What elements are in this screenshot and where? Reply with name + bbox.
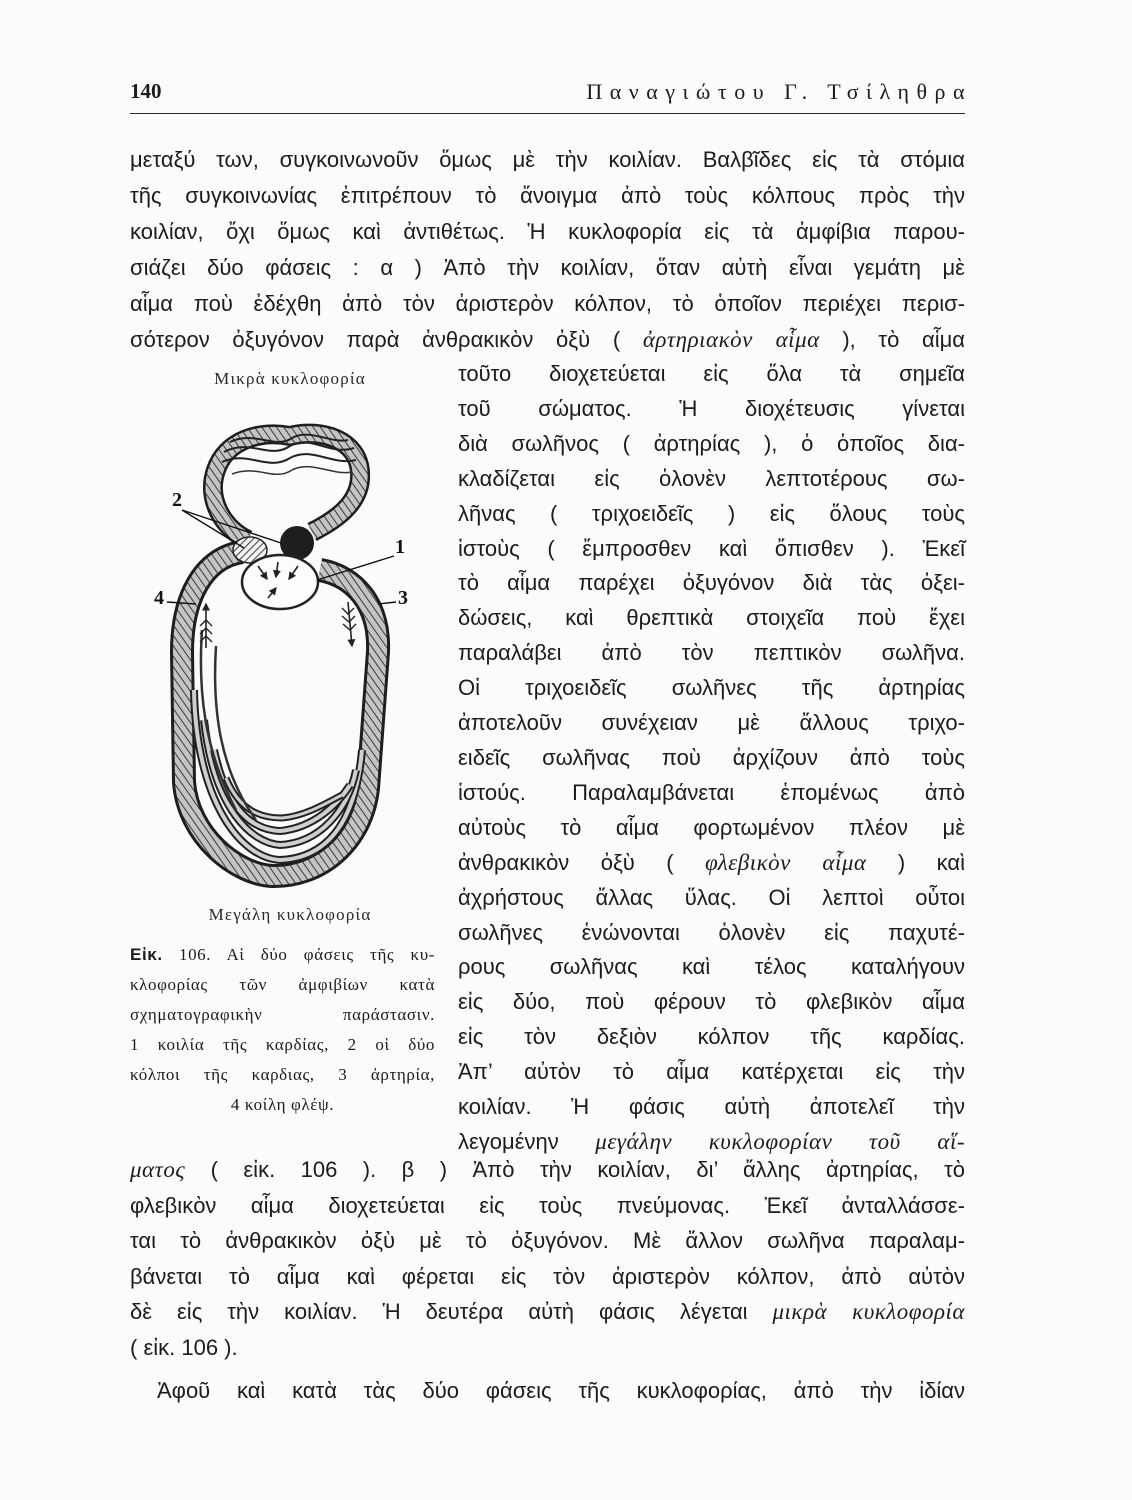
right-column-text	[458, 357, 965, 1160]
text-line: λῆνας ( τριχοειδεῖς ) εἰς ὅλους τοὺς	[458, 500, 965, 526]
caption-line: 4 κοίλη φλέψ.	[230, 1095, 335, 1114]
label-ventricle: 1	[395, 536, 405, 558]
text-line: τὸ αἷμα παρέχει ὀξυγόνον διὰ τὰς ὀξει-	[458, 570, 965, 596]
text-line: μεταξύ των, συγκοινωνοῦν ὅμως μὲ τὴν κοιλίαν. Βαλβῖδες εἰς τὰ στόμια	[130, 147, 965, 172]
caption-line: σχηματογραφικὴν παράστασιν.	[130, 1005, 435, 1024]
text-line: φλεβικὸν αἷμα διοχετεύεται εἰς τοὺς πνεύμονας. Ἐκεῖ ἀνταλλάσσε-	[130, 1192, 965, 1218]
body-capillaries	[194, 630, 362, 860]
text-line: τῆς συγκοινωνίας ἐπιτρέπουν τὸ ἄνοιγμα ἀπὸ τοὺς κόλπους πρὸς τὴν	[130, 183, 965, 208]
text-line	[130, 1294, 965, 1330]
label-vein: 4	[154, 587, 164, 609]
text-line: ἀχρήστους ἄλλας ὕλας. Οἱ λεπτοὶ οὗτοι	[458, 884, 965, 910]
italic-term: φλεβικὸν αἷμα	[705, 849, 867, 875]
text-line: τοῦτο διοχετεύεται εἰς ὅλα τὰ σημεῖα	[458, 361, 965, 386]
text-line: ειδεῖς σωλῆνας ποὺ ἀρχίζουν ἀπὸ τοὺς	[458, 744, 965, 770]
label-artery: 3	[398, 587, 408, 609]
caption-line: 1 κοιλία τῆς καρδίας, 2 οἱ δύο	[130, 1035, 435, 1054]
text-line: αἷμα ποὺ ἐδέχθη ἀπὸ τὸν ἀριστερὸν κόλπον, τὸ ὁποῖον περιέχει περισ-	[130, 291, 965, 316]
running-title: Παναγιώτου Γ. Τσίληθρα	[586, 79, 972, 104]
text-line: εἰς τὸν δεξιὸν κόλπον τῆς καρδίας.	[458, 1024, 965, 1050]
text-line: κοιλίαν. Ἡ φάσις αὐτὴ ἀποτελεῖ τὴν	[458, 1094, 965, 1120]
page-number: 140	[130, 79, 162, 103]
text-line: ρους σωλῆνας καὶ τέλος καταλήγουν	[458, 954, 965, 980]
text-line: σιάζει δύο φάσεις : α ) Ἀπὸ τὴν κοιλίαν, ὅταν αὐτὴ εἶναι γεμάτη μὲ	[130, 255, 965, 280]
text-segment: δὲ εἰς τὴν κοιλίαν. Ἡ δευτέρα αὐτὴ φάσις λέγεται	[130, 1299, 773, 1324]
text-line: κοιλίαν, ὄχι ὅμως καὶ ἀντιθέτως. Ἡ κυκλοφορία εἰς τὰ ἀμφίβια παρου-	[130, 219, 965, 244]
italic-term: ματος	[130, 1157, 186, 1182]
italic-term: μικρὰ κυκλοφορία	[772, 1299, 965, 1324]
text-line: ( εἰκ. 106 ).	[130, 1334, 238, 1360]
circulation-diagram	[140, 390, 440, 890]
text-line: κλαδίζεται εἰς ὁλονὲν λεπτοτέρους σω-	[458, 465, 965, 491]
header-rule	[130, 113, 965, 114]
text-segment: ), τὸ αἷμα	[819, 327, 965, 352]
italic-term: ἀρτηριακὸν αἷμα	[642, 327, 820, 352]
text-line	[458, 846, 965, 881]
text-segment: σότερον ὀξυγόνον παρὰ ἀνθρακικὸν ὀξὺ (	[130, 327, 643, 352]
text-segment: ) καὶ	[866, 849, 965, 875]
text-line	[130, 1152, 965, 1188]
text-line: ἱστοὺς ( ἔμπροσθεν καὶ ὄπισθεν ). Ἐκεῖ	[458, 535, 965, 561]
text-line: παραλάβει ἀπὸ τὸν πεπτικὸν σωλῆνα.	[458, 640, 965, 666]
figure-bottom-label: Μεγάλη κυκλοφορία	[208, 905, 372, 924]
text-line: διὰ σωλῆνος ( ἀρτηρίας ), ὁ ὁποῖος δια-	[458, 430, 965, 456]
text-line: ται τὸ ἀνθρακικὸν ὀξὺ μὲ τὸ ὀξυγόνον. Μὲ ἄλλον σωλῆνα παραλαμ-	[130, 1228, 965, 1253]
lung-capillary	[232, 467, 352, 475]
top-text-block	[130, 142, 965, 358]
text-line: εἰς δύο, ποὺ φέρουν τὸ φλεβικὸν αἷμα	[458, 989, 965, 1015]
caption-text: 106. Αἱ δύο φάσεις τῆς κυ-	[178, 945, 435, 964]
text-line: σωλῆνες ἑνώνονται ὁλονὲν εἰς παχυτέ-	[458, 919, 965, 945]
text-line	[130, 322, 965, 358]
italic-term: μεγάλην κυκλοφορίαν τοῦ αἵ-	[595, 1128, 965, 1154]
bottom-text-block	[130, 1152, 965, 1409]
text-line: Οἱ τριχοειδεῖς σωλῆνες τῆς ἀρτηρίας	[458, 675, 965, 701]
text-segment: λεγομένην	[458, 1128, 596, 1154]
caption-line: κόλποι τῆς καρδιας, 3 ἀρτηρία,	[130, 1065, 435, 1084]
text-line: ἀποτελοῦν συνέχειαν μὲ ἄλλους τριχο-	[458, 710, 965, 736]
figure-caption	[130, 940, 435, 1120]
figure-top-label: Μικρὰ κυκλοφορία	[214, 369, 366, 388]
text-segment: ( εἰκ. 106 ). β ) Ἀπὸ τὴν κοιλίαν, δι’ ἄλλης ἀρτηρίας, τὸ	[185, 1157, 965, 1182]
text-line: ἱστούς. Παραλαμβάνεται ἑπομένως ἀπὸ	[458, 779, 965, 805]
text-segment: ἀνθρακικὸν ὀξὺ (	[458, 849, 705, 875]
text-line: τοῦ σώματος. Ἡ διοχέτευσις γίνεται	[458, 395, 965, 421]
caption-line: κλοφορίας τῶν ἀμφιβίων κατὰ	[130, 975, 435, 994]
lung-capillary	[222, 454, 356, 463]
paragraph-start-line: Ἀφοῦ καὶ κατὰ τὰς δύο φάσεις τῆς κυκλοφορίας, ἀπὸ τὴν ἰδίαν	[157, 1378, 965, 1403]
text-line: αὐτοὺς τὸ αἷμα φορτωμένον πλέον μὲ	[458, 814, 965, 840]
label-atria: 2	[172, 489, 182, 511]
text-line: δώσεις, καὶ θρεπτικὰ στοιχεῖα ποὺ ἔχει	[458, 605, 965, 631]
caption-line	[130, 940, 435, 970]
downward-flow-arrow	[342, 602, 356, 646]
text-line: βάνεται τὸ αἷμα καὶ φέρεται εἰς τὸν ἀριστερὸν κόλπον, ἀπὸ αὐτὸν	[130, 1263, 965, 1289]
text-line: Ἀπ’ αὐτὸν τὸ αἷμα κατέρχεται εἰς τὴν	[458, 1059, 965, 1085]
ventricle	[242, 555, 318, 609]
caption-label: Εἰκ.	[130, 945, 163, 964]
